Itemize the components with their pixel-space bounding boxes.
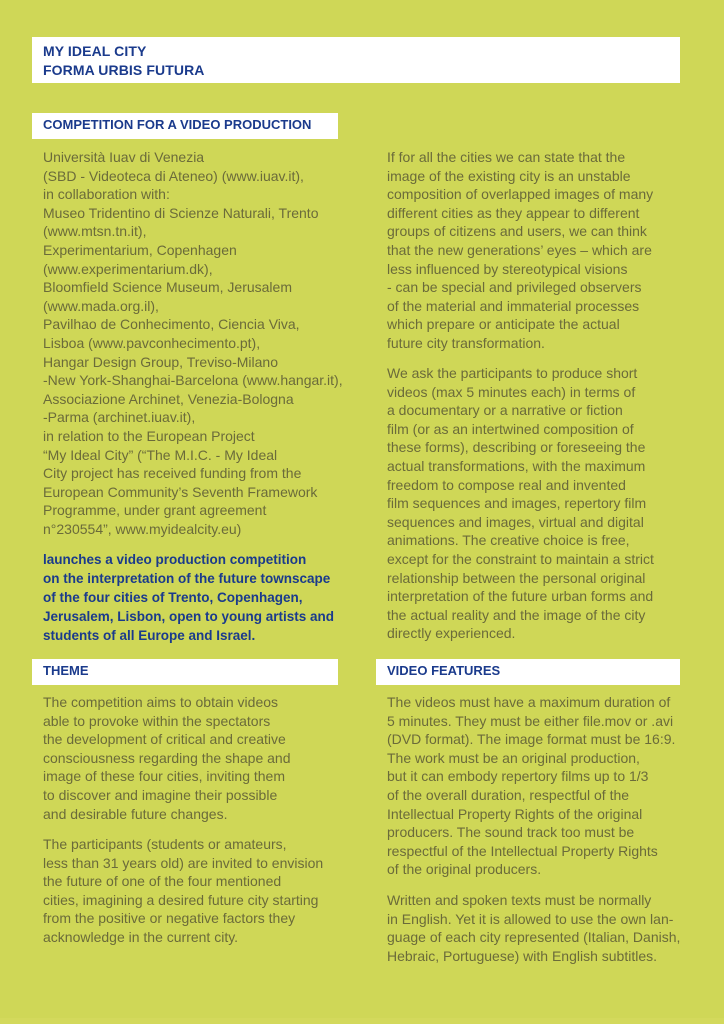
theme-heading: THEME <box>43 663 89 678</box>
text-line: interpretation of the future urban forms and <box>387 588 654 605</box>
text-line: Hebraic, Portuguese) with English subtitles. <box>387 947 658 964</box>
text-line: - can be special and privileged observers <box>387 279 642 296</box>
text-line: If for all the cities we can state that the <box>387 149 626 165</box>
text-line: European Community’s Seventh Framework <box>43 483 318 500</box>
text-line: (www.experimentarium.dk), <box>43 260 213 277</box>
text-line: launches a video production competition <box>43 552 307 567</box>
text-line: less influenced by stereotypical visions <box>387 260 628 277</box>
text-line: directly experienced. <box>387 625 516 642</box>
text-line: The work must be an original production, <box>387 749 640 766</box>
text-line: Associazione Archinet, Venezia-Bologna <box>43 390 294 407</box>
text-line: Written and spoken texts must be normally <box>387 892 652 908</box>
text-line: and desirable future changes. <box>43 805 228 822</box>
text-line: that the new generations’ eyes – which are <box>387 241 652 258</box>
text-line: of the material and immaterial processes <box>387 297 640 314</box>
video-features-heading-band <box>376 659 680 685</box>
text-line: We ask the participants to produce short <box>387 365 638 381</box>
text-line: cities, imagining a desired future city starting <box>43 891 319 908</box>
text-line: the future of one of the four mentioned <box>43 873 282 890</box>
text-line: the actual reality and the image of the city <box>387 606 646 623</box>
text-line: -New York-Shanghai-Barcelona (www.hangar.it), <box>43 372 343 389</box>
text-line: from the positive or negative factors they <box>43 910 296 927</box>
text-line: -Parma (archinet.iuav.it), <box>43 409 196 426</box>
text-line: acknowledge in the current city. <box>43 928 239 945</box>
text-line: less than 31 years old) are invited to envision <box>43 854 324 871</box>
text-line: Pavilhao de Conhecimento, Ciencia Viva, <box>43 316 300 333</box>
text-line: on the interpretation of the future townscape <box>43 571 331 586</box>
text-line: consciousness regarding the shape and <box>43 749 291 766</box>
text-line: videos (max 5 minutes each) in terms of <box>387 383 636 400</box>
intro-paragraph-1 <box>387 148 653 353</box>
text-line: “My Ideal City” (“The M.I.C. - My Ideal <box>43 446 278 463</box>
text-line: to discover and imagine their possible <box>43 786 278 803</box>
bottom-edge <box>0 1018 724 1024</box>
document-header <box>32 37 680 83</box>
competition-heading-band <box>32 113 338 139</box>
text-line: of the four cities of Trento, Copenhagen, <box>43 590 303 605</box>
text-line: Hangar Design Group, Treviso-Milano <box>43 353 278 370</box>
theme-paragraph-2 <box>43 835 323 947</box>
text-line: a documentary or a narrative or fiction <box>387 402 623 419</box>
text-line: City project has received funding from the <box>43 465 302 482</box>
text-line: students of all Europe and Israel. <box>43 628 256 643</box>
text-line: (DVD format). The image format must be 16:9. <box>387 731 676 748</box>
text-line: film (or as an intertwined composition of <box>387 420 634 437</box>
text-line: except for the constraint to maintain a strict <box>387 550 654 567</box>
text-line: relationship between the personal original <box>387 569 646 586</box>
text-line: which prepare or anticipate the actual <box>387 316 620 333</box>
text-line: The participants (students or amateurs, <box>43 836 287 852</box>
text-line: these forms), describing or foreseeing the <box>387 439 646 456</box>
text-line: freedom to compose real and invented <box>387 476 626 493</box>
video-features-heading: VIDEO FEATURES <box>387 663 501 678</box>
text-line: the development of critical and creative <box>43 731 286 748</box>
text-line: Lisboa (www.pavconhecimento.pt), <box>43 334 261 351</box>
text-line: (www.mada.org.il), <box>43 297 159 314</box>
competition-heading: COMPETITION FOR A VIDEO PRODUCTION <box>43 117 312 132</box>
text-line: Programme, under grant agreement <box>43 502 267 519</box>
text-line: n°230554”, www.myidealcity.eu) <box>43 520 242 537</box>
text-line: 5 minutes. They must be either file.mov or .avi <box>387 712 674 729</box>
theme-paragraph-1 <box>43 693 291 823</box>
text-line: future city transformation. <box>387 334 545 351</box>
text-line: image of the existing city is an unstable <box>387 167 631 184</box>
video-features-paragraph-1 <box>387 693 675 879</box>
text-line: in relation to the European Project <box>43 427 255 444</box>
text-line: film sequences and images, repertory film <box>387 495 647 512</box>
text-line: but it can embody repertory films up to 1/3 <box>387 768 649 785</box>
intro-paragraph-2 <box>387 364 654 643</box>
video-features-paragraph-2 <box>387 891 680 965</box>
text-line: of the original producers. <box>387 861 542 878</box>
text-line: of the overall duration, respectful of the <box>387 786 630 803</box>
text-line: composition of overlapped images of many <box>387 186 654 203</box>
text-line: Università Iuav di Venezia <box>43 149 205 165</box>
text-line: producers. The sound track too must be <box>387 824 635 841</box>
text-line: The videos must have a maximum duration of <box>387 694 671 710</box>
text-line: image of these four cities, inviting them <box>43 768 286 785</box>
title-line-2: FORMA URBIS FUTURA <box>43 62 205 78</box>
text-line: (SBD - Videoteca di Ateneo) (www.iuav.it), <box>43 167 304 184</box>
organizers-paragraph <box>43 148 343 538</box>
text-line: able to provoke within the spectators <box>43 712 271 729</box>
text-line: guage of each city represented (Italian, Danish, <box>387 929 681 946</box>
text-line: Bloomfield Science Museum, Jerusalem <box>43 279 292 296</box>
text-line: sequences and images, virtual and digital <box>387 513 644 530</box>
text-line: Experimentarium, Copenhagen <box>43 241 237 258</box>
text-line: groups of citizens and users, we can think <box>387 223 647 240</box>
text-line: different cities as they appear to different <box>387 204 640 221</box>
text-line: respectful of the Intellectual Property Rights <box>387 842 658 859</box>
text-line: in collaboration with: <box>43 186 170 203</box>
launch-statement <box>43 550 334 645</box>
text-line: animations. The creative choice is free, <box>387 532 630 549</box>
text-line: (www.mtsn.tn.it), <box>43 223 147 240</box>
text-line: Museo Tridentino di Scienze Naturali, Trento <box>43 204 319 221</box>
text-line: Jerusalem, Lisbon, open to young artists and <box>43 609 335 624</box>
text-line: Intellectual Property Rights of the original <box>387 805 643 822</box>
theme-heading-band <box>32 659 338 685</box>
text-line: in English. Yet it is allowed to use the own lan- <box>387 910 674 927</box>
text-line: actual transformations, with the maximum <box>387 457 646 474</box>
text-line: The competition aims to obtain videos <box>43 694 279 710</box>
title-line-1: MY IDEAL CITY <box>43 43 147 59</box>
